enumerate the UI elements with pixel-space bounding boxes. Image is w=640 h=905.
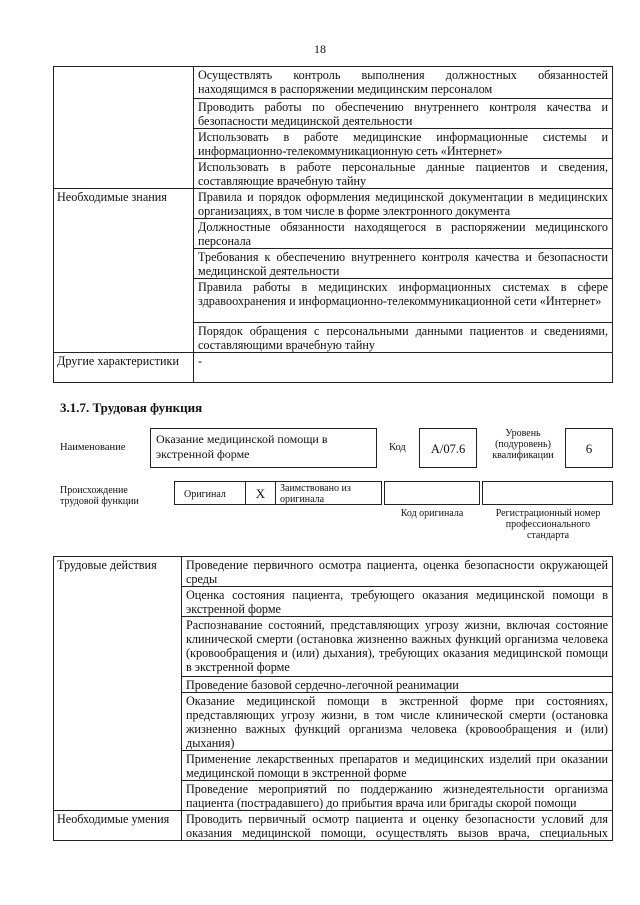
level-label: Уровень (подуровень) квалификации <box>492 428 554 461</box>
original-code-caption: Код оригинала <box>400 508 464 519</box>
table-cell: Правила и порядок оформления медицинской документации в медицинских организациях, в том числе в форме электронного документа <box>194 189 613 219</box>
table-cell: Осуществлять контроль выполнения должностных обязанностей находящимся в распоряжении медицинским персоналом <box>194 67 613 99</box>
original-code-box <box>384 481 480 505</box>
table-cell: - <box>194 353 613 383</box>
page-number: 18 <box>314 42 326 56</box>
section-title: 3.1.7. Трудовая функция <box>60 400 203 415</box>
table-cell: Проведение мероприятий по поддержанию жизнедеятельности организма пациента (пострадавшего) до прибытия врача или бригады скорой помощи <box>182 781 613 811</box>
function-name-box: Оказание медицинской помощи в экстренной форме <box>150 428 377 468</box>
requirements-table-top <box>53 66 613 383</box>
table-cell: Оказание медицинской помощи в экстренной форме при состояниях, представляющих угрозу жизни, в том числе клинической смерти (остановка жизненно важных функций организма человека (кровообращения и (или) дыхания) <box>182 693 613 751</box>
table-cell: Проводить первичный осмотр пациента и оценку безопасности условий для оказания медицинской помощи, осуществлять вызов врача, специальных <box>182 811 613 841</box>
table-cell: Распознавание состояний, представляющих угрозу жизни, включая состояние клинической смерти (остановка жизненно важных функций организма человека (кровообращения и (или) дыхания), требующих оказания медицинской помощи в экстренной форме <box>182 617 613 677</box>
row-label-knowledge: Необходимые знания <box>54 189 194 353</box>
row-label-other: Другие характеристики <box>54 353 194 383</box>
row-label-actions: Трудовые действия <box>54 557 182 811</box>
level-value-box: 6 <box>565 428 613 468</box>
original-label: Оригинал <box>184 489 226 500</box>
original-mark: X <box>255 486 266 501</box>
row-label-skills: Необходимые умения <box>54 811 182 841</box>
borrowed-label: Заимствовано из оригинала <box>280 483 351 505</box>
divider <box>275 481 276 505</box>
table-cell: Использовать в работе персональные данные пациентов и сведения, составляющие врачебную тайну <box>194 159 613 189</box>
table-cell: Проводить работы по обеспечению внутреннего контроля качества и безопасности медицинской деятельности <box>194 99 613 129</box>
table-cell: Использовать в работе медицинские информационные системы и информационно-телекоммуникационную сеть «Интернет» <box>194 129 613 159</box>
table-cell: Правила работы в медицинских информационных системах в сфере здравоохранения и информационно-телекоммуникационной сети «Интернет» <box>194 279 613 323</box>
code-label: Код <box>389 442 406 453</box>
reg-number-box <box>482 481 613 505</box>
table-cell: Должностные обязанности находящегося в распоряжении медицинского персонала <box>194 219 613 249</box>
table-cell: Проведение первичного осмотра пациента, оценка безопасности окружающей среды <box>182 557 613 587</box>
reg-number-caption: Регистрационный номер профессионального стандарта <box>495 508 601 541</box>
table-cell: Применение лекарственных препаратов и медицинских изделий при оказании медицинской помощи в экстренной форме <box>182 751 613 781</box>
name-label: Наименование <box>60 442 126 453</box>
table-cell: Порядок обращения с персональными данными пациентов и сведениями, составляющими врачебную тайну <box>194 323 613 353</box>
code-value-box: A/07.6 <box>419 428 477 468</box>
requirements-table-bottom <box>53 556 613 841</box>
table-cell: Оценка состояния пациента, требующего оказания медицинской помощи в экстренной форме <box>182 587 613 617</box>
table-cell: Требования к обеспечению внутреннего контроля качества и безопасности медицинской деятельности <box>194 249 613 279</box>
row-label-continued <box>54 67 194 189</box>
table-cell: Проведение базовой сердечно-легочной реанимации <box>182 677 613 693</box>
origin-label: Происхождение трудовой функции <box>60 485 139 507</box>
